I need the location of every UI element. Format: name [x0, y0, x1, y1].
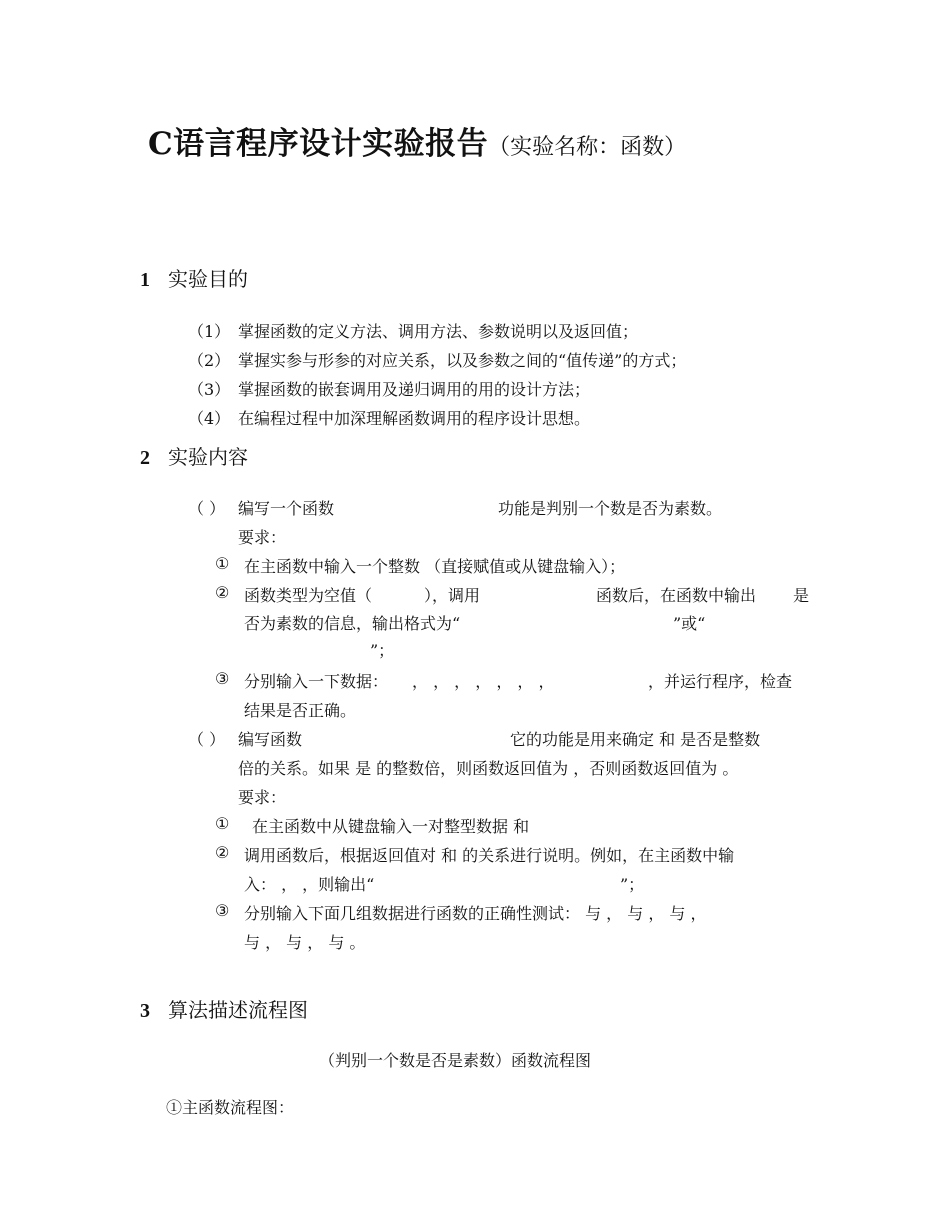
- task1-req-3a-1: 分别输入一下数据：: [244, 672, 389, 691]
- flowchart-item-1: ①主函数流程图：: [166, 1098, 295, 1117]
- task1-paren: （ ）: [188, 499, 226, 518]
- task2-req-2b-1: 入： ， ，则输出“: [244, 875, 375, 894]
- section-1-heading: [140, 263, 248, 292]
- task2-intro-a: 编写函数: [238, 730, 303, 749]
- task1-req-3b: 结果是否正确。: [244, 701, 357, 720]
- task2-req-3a: 分别输入下面几组数据进行函数的正确性测试： 与 ， 与 ， 与 ，: [244, 904, 707, 923]
- task1-req-1: 在主函数中输入一个整数 （直接赋值或从键盘输入）；: [244, 557, 626, 576]
- task1-req-2c: ”；: [370, 641, 395, 660]
- purpose-text-4: 在编程过程中加深理解函数调用的程序设计思想。: [238, 409, 591, 428]
- section-2-number: 2: [140, 447, 150, 469]
- task1-req-2a-3: 函数后，在函数中输出: [596, 586, 757, 605]
- purpose-text-2: 掌握实参与形参的对应关系，以及参数之间的“值传递”的方式；: [238, 351, 687, 370]
- task2-requirements-label: 要求：: [238, 788, 287, 807]
- title-subtitle: （实验名称：函数）: [488, 135, 687, 160]
- purpose-num-3: （3）: [188, 380, 231, 399]
- task1-circle-2: ②: [215, 583, 230, 602]
- task1-req-2b-2: ”或“: [673, 614, 706, 633]
- task1-req-2a-1: 函数类型为空值（: [244, 586, 373, 605]
- task2-req-1: 在主函数中从键盘输入一对整型数据 和: [252, 817, 530, 836]
- task2-paren: （ ）: [188, 730, 226, 749]
- task1-intro-a: 编写一个函数: [238, 499, 335, 518]
- task1-req-3a-2: ，并运行程序，检查: [648, 672, 793, 691]
- task1-intro-b: 功能是判别一个数是否为素数。: [498, 499, 723, 518]
- task2-line-2: 倍的关系。如果 是 的整数倍，则函数返回值为 ，否则函数返回值为 。: [238, 759, 739, 778]
- task1-requirements-label: 要求：: [238, 528, 287, 547]
- purpose-num-4: （4）: [188, 409, 231, 428]
- task2-req-3b: 与 ， 与 ， 与 。: [244, 933, 366, 952]
- task1-req-2b-1: 否为素数的信息，输出格式为“: [244, 614, 461, 633]
- task1-req-2a-2: ），调用: [424, 586, 481, 605]
- section-2-heading: [140, 441, 248, 470]
- task1-req-3a-commas: ， ， ， ， ， ， ，: [412, 672, 555, 691]
- section-3-heading: [140, 994, 308, 1023]
- flowchart-caption: （判别一个数是否是素数）函数流程图: [319, 1051, 592, 1070]
- task1-circle-1: ①: [215, 554, 230, 573]
- purpose-text-1: 掌握函数的定义方法、调用方法、参数说明以及返回值；: [238, 322, 639, 341]
- title-main: C语言程序设计实验报告: [148, 126, 489, 162]
- report-title: [148, 118, 686, 163]
- task2-circle-1: ①: [215, 814, 230, 833]
- section-3-number: 3: [140, 1000, 150, 1022]
- task2-req-2b-2: ”；: [620, 875, 645, 894]
- section-2-title: 实验内容: [168, 445, 248, 469]
- purpose-num-2: （2）: [188, 351, 231, 370]
- section-1-title: 实验目的: [168, 267, 248, 291]
- task2-circle-3: ③: [215, 901, 230, 920]
- task1-req-2a-4: 是: [793, 586, 810, 605]
- section-3-title: 算法描述流程图: [168, 998, 308, 1022]
- section-1-number: 1: [140, 269, 150, 291]
- task2-circle-2: ②: [215, 843, 230, 862]
- task2-intro-b: 它的功能是用来确定 和 是否是整数: [510, 730, 761, 749]
- purpose-text-3: 掌握函数的嵌套调用及递归调用的用的设计方法；: [238, 380, 591, 399]
- task2-req-2a: 调用函数后，根据返回值对 和 的关系进行说明。例如，在主函数中输: [244, 846, 735, 865]
- purpose-num-1: （1）: [188, 322, 231, 341]
- task1-circle-3: ③: [215, 669, 230, 688]
